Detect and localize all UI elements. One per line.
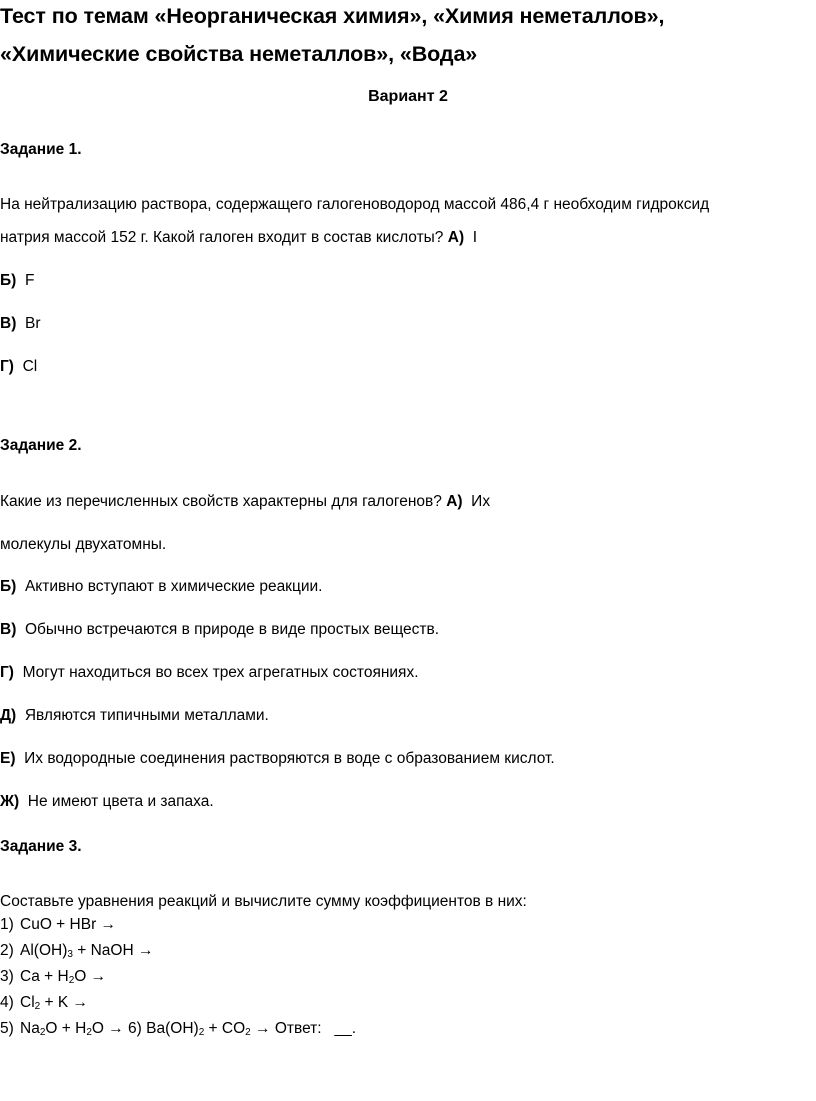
equation-number: 2) — [0, 942, 14, 959]
task2-option-d — [0, 664, 419, 682]
task1-option-c-letter: В) — [0, 315, 17, 332]
task1-option-c-text: Br — [24, 315, 41, 332]
task2-option-g-letter: Ж) — [0, 793, 20, 810]
equation-number: 5) — [0, 1020, 14, 1037]
title-line-1: Тест по темам «Неорганическая химия», «Химия неметаллов», — [0, 4, 665, 28]
task2-question-text: Какие из перечисленных свойств характерны для галогенов? — [0, 493, 442, 510]
task1-option-b-text: F — [24, 272, 35, 289]
task1-question-line2 — [0, 229, 477, 247]
task2-option-e-text: Являются типичными металлами. — [24, 707, 269, 724]
task2-option-b-letter: Б) — [0, 578, 17, 595]
task1-header: Задание 1. — [0, 141, 82, 158]
task3-intro: Составьте уравнения реакций и вычислите сумму коэффициентов в них: — [0, 893, 527, 910]
task1-option-a-letter: А) — [447, 229, 465, 246]
task2-option-c-letter: В) — [0, 621, 17, 638]
task3-equation-2: 2) $Al(OH)_3$ + NaOH → — [0, 942, 154, 960]
task1-option-a-text: I — [472, 229, 478, 246]
task3-equation-3: 3) $Ca + H_2O$ → — [0, 968, 107, 986]
variant-heading: Вариант 2 — [368, 88, 448, 105]
task2-option-a-text: Их — [471, 493, 491, 510]
task2-option-f — [0, 750, 555, 768]
task2-question — [0, 493, 490, 511]
task2-option-e — [0, 707, 269, 725]
task2-option-f-text: Их водородные соединения растворяются в воде с образованием кислот. — [24, 750, 555, 767]
task2-option-a-continuation: молекулы двухатомны. — [0, 536, 167, 553]
task2-option-c-text: Обычно встречаются в природе в виде простых веществ. — [24, 621, 440, 638]
task1-option-c — [0, 315, 40, 333]
task2-option-a-letter: А) — [446, 493, 463, 510]
task2-option-g — [0, 793, 214, 811]
task2-option-b-text: Активно вступают в химические реакции. — [24, 578, 323, 595]
title-line-2: «Химические свойства неметаллов», «Вода» — [0, 42, 478, 66]
task1-option-d-text: Cl — [22, 358, 38, 375]
task2-option-d-letter: Г) — [0, 664, 14, 681]
task2-header: Задание 2. — [0, 437, 82, 454]
task3-equation-1: 1) CuO + HBr → — [0, 916, 117, 933]
task1-option-d-letter: Г) — [0, 358, 14, 375]
task1-option-b-letter: Б) — [0, 272, 17, 289]
task1-option-d — [0, 358, 37, 376]
task3-equation-4: 4) $Cl_2 + K$ → — [0, 994, 89, 1012]
equation-number: 1) — [0, 916, 14, 933]
task3-header: Задание 3. — [0, 838, 82, 855]
task1-option-b — [0, 272, 34, 290]
equation-number: 4) — [0, 994, 14, 1011]
task2-option-c — [0, 621, 439, 639]
task3-equation-5-6: 5) $Na_2O + H_2O \to 6$) $Ba(OH)_2 + CO_2$ → Ответ: __. — [0, 1020, 357, 1038]
task2-option-d-text: Могут находиться во всех трех агрегатных состояниях. — [22, 664, 419, 681]
task1-question-text: натрия массой 152 г. Какой галоген входит в состав кислоты? — [0, 229, 444, 246]
task1-question-line1: На нейтрализацию раствора, содержащего галогеноводород массой 486,4 г необходим гидроксид — [0, 196, 710, 213]
task2-option-g-text: Не имеют цвета и запаха. — [27, 793, 214, 810]
equation-number: 6) — [128, 1020, 142, 1037]
answer-blank: __. — [334, 1020, 357, 1037]
task2-option-b — [0, 578, 322, 596]
answer-label: Ответ: — [274, 1020, 322, 1037]
equation-number: 3) — [0, 968, 14, 985]
task2-option-e-letter: Д) — [0, 707, 17, 724]
task2-option-f-letter: Е) — [0, 750, 16, 767]
